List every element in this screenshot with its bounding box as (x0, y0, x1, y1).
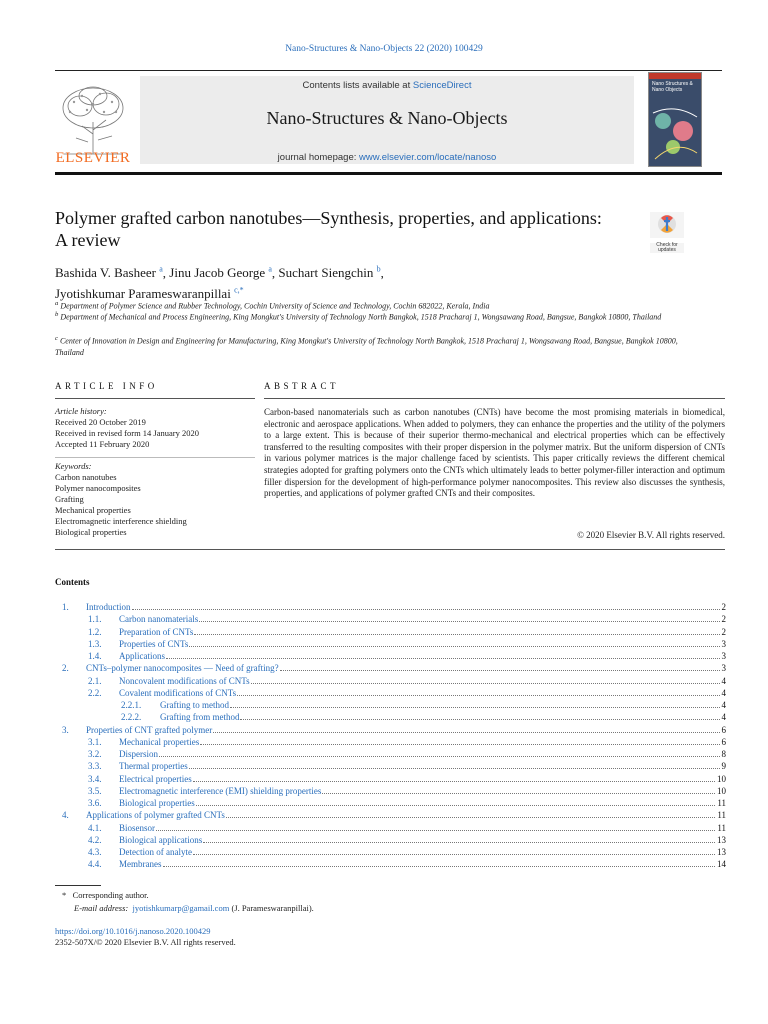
toc-leader-dots (199, 620, 719, 622)
toc-entry-label[interactable]: Dispersion (119, 749, 158, 759)
affiliation-mark: b (376, 265, 381, 274)
toc-entry-label[interactable]: Electromagnetic interference (EMI) shielding properties (119, 785, 322, 796)
author-separator: , (162, 265, 170, 281)
header-bottom-rule (55, 172, 722, 175)
toc-leader-dots (193, 853, 715, 855)
homepage-link[interactable]: www.elsevier.com/locate/nanoso (359, 152, 497, 163)
toc-entry-label[interactable]: Properties of CNTs (119, 638, 189, 649)
toc-leader-dots (132, 608, 720, 610)
toc-entry-number: 2.2.2. (121, 712, 142, 723)
toc-entry[interactable] (88, 626, 726, 638)
abstract-heading: ABSTRACT (264, 381, 340, 391)
cover-title: Nano Structures & Nano Objects (652, 81, 693, 93)
check-for-updates-badge[interactable] (650, 212, 684, 253)
toc-entry-number: 3.4. (88, 773, 102, 784)
abstract-copyright: © 2020 Elsevier B.V. All rights reserved. (577, 530, 725, 540)
toc-leader-dots (159, 755, 720, 757)
toc-entry-label[interactable]: Preparation of CNTs (119, 626, 194, 637)
author-separator: , (271, 265, 279, 281)
contents-heading: Contents (55, 577, 90, 587)
toc-leader-dots (213, 731, 719, 733)
affiliation (55, 309, 695, 323)
toc-entry[interactable] (88, 834, 726, 846)
keyword: Grafting (55, 494, 84, 504)
toc-entry-page: 11 (717, 822, 726, 833)
toc-entry-label[interactable]: Biosensor (119, 822, 155, 833)
toc-entry-number: 3.2. (88, 749, 102, 759)
corresponding-text: Corresponding author. (72, 890, 149, 900)
toc-leader-dots (166, 657, 720, 659)
toc-entry[interactable] (88, 785, 726, 797)
toc-leader-dots (163, 865, 716, 867)
toc-entry-number: 1.3. (88, 638, 102, 649)
affiliation-letter: b (55, 311, 59, 318)
affiliation-letter: a (55, 300, 59, 307)
toc-entry-page: 6 (721, 724, 726, 735)
toc-entry[interactable] (121, 711, 726, 723)
toc-leader-dots (280, 669, 720, 671)
toc-entry-number: 1.1. (88, 614, 102, 625)
toc-entry-page: 9 (721, 761, 726, 772)
toc-entry-number: 4.2. (88, 834, 102, 845)
toc-entry-number: 1.4. (88, 651, 102, 661)
homepage-prefix: journal homepage: (277, 152, 360, 163)
toc-entry[interactable] (88, 613, 726, 625)
toc-entry-number: 2.2. (88, 687, 102, 698)
toc-entry-page: 4 (721, 687, 726, 698)
author-name: Jyotishkumar Parameswaranpillai (55, 285, 231, 301)
toc-entry-label[interactable]: Grafting to method (160, 700, 229, 710)
cover-art (649, 73, 701, 166)
article-title: Polymer grafted carbon nanotubes—Synthesis, properties, and applications: A review (55, 208, 602, 250)
journal-name: Nano-Structures & Nano-Objects (266, 108, 508, 128)
email-link[interactable]: jyotishkumarp@gamail.com (132, 903, 230, 913)
elsevier-wordmark: ELSEVIER (55, 150, 131, 166)
toc-entry-label[interactable]: Carbon nanomaterials (119, 614, 199, 625)
toc-entry-page: 10 (717, 785, 726, 796)
toc-entry-page: 3 (721, 663, 726, 674)
toc-leader-dots (200, 743, 719, 745)
toc-entry-label[interactable]: Applications (119, 651, 165, 661)
corresponding-mark: * (62, 890, 67, 900)
email-owner: (J. Parameswaranpillai). (231, 903, 314, 913)
toc-entry[interactable] (88, 748, 726, 760)
toc-entry[interactable] (88, 760, 726, 772)
author[interactable] (55, 265, 163, 280)
toc-entry-number: 4.4. (88, 859, 102, 870)
toc-entry-label[interactable]: Mechanical properties (119, 736, 200, 747)
toc-entry-label[interactable]: Electrical properties (119, 773, 192, 784)
article-history (55, 406, 255, 450)
keyword: Polymer nanocomposites (55, 483, 141, 493)
author[interactable] (169, 265, 272, 280)
article-info-heading: ARTICLE INFO (55, 381, 158, 391)
keywords-rule (55, 457, 255, 458)
corresponding-author-note (62, 890, 149, 901)
keywords-label: Keywords: (55, 461, 92, 471)
toc-entry-number: 2. (62, 663, 69, 674)
toc-entry-page: 11 (717, 810, 726, 821)
history-label: Article history: (55, 406, 107, 416)
toc-entry-page: 4 (721, 712, 726, 723)
history-item: Accepted 11 February 2020 (55, 439, 150, 449)
toc-entry[interactable] (62, 662, 726, 674)
front-matter-bottom-rule (55, 549, 725, 550)
toc-entry[interactable] (62, 809, 726, 821)
toc-entry-page: 8 (721, 749, 726, 759)
toc-leader-dots (203, 841, 715, 843)
author[interactable] (278, 265, 380, 280)
issn-copyright: 2352-507X/© 2020 Elsevier B.V. All rights reserved. (55, 937, 236, 947)
toc-entry-label[interactable]: Covalent modifications of CNTs (119, 687, 237, 698)
keyword: Electromagnetic interference shielding (55, 516, 187, 526)
toc-leader-dots (251, 682, 720, 684)
toc-entry-number: 4.3. (88, 847, 102, 857)
toc-entry-number: 3. (62, 724, 69, 735)
affiliation (55, 333, 695, 358)
toc-entry-number: 4.1. (88, 822, 102, 833)
toc-entry-number: 2.1. (88, 675, 102, 686)
author-separator: , (380, 265, 384, 281)
toc-entry-page: 13 (717, 834, 726, 845)
toc-leader-dots (237, 694, 719, 696)
toc-leader-dots (322, 792, 715, 794)
toc-entry-label[interactable]: Properties of CNT grafted polymer (86, 724, 213, 735)
toc-entry-label[interactable]: Applications of polymer grafted CNTs (86, 810, 225, 821)
toc-entry[interactable] (88, 675, 726, 687)
toc-entry-page: 2 (721, 614, 726, 625)
toc-entry[interactable] (88, 687, 726, 699)
toc-entry[interactable] (88, 858, 726, 870)
history-item: Received 20 October 2019 (55, 417, 146, 427)
affiliation-mark: a (159, 265, 163, 274)
abstract-rule (264, 398, 725, 399)
affiliation-text: Department of Mechanical and Process Engineering, King Mongkut's University of Technology North Bangkok, 1518 Pracharaj 1, Wongsawang Road, Bangsue, Bangkok 10800, Thailand (60, 312, 662, 322)
journal-citation[interactable]: Nano-Structures & Nano-Objects 22 (2020) 100429 (285, 44, 483, 54)
toc-entry-page: 3 (721, 651, 726, 661)
toc-entry-label[interactable]: Detection of analyte (119, 847, 192, 857)
toc-entry-number: 3.1. (88, 736, 102, 747)
toc-entry-label[interactable]: Biological properties (119, 798, 195, 808)
toc-entry-label[interactable]: Biological applications (119, 834, 203, 845)
toc-entry-page: 10 (717, 773, 726, 784)
toc-leader-dots (156, 829, 715, 831)
journal-homepage (140, 152, 634, 163)
author-name: Bashida V. Basheer (55, 265, 156, 281)
toc-leader-dots (226, 816, 715, 818)
author-name: Jinu Jacob George (169, 265, 266, 281)
toc-leader-dots (194, 633, 719, 635)
keyword: Carbon nanotubes (55, 472, 117, 482)
toc-leader-dots (240, 718, 719, 720)
doi-link[interactable]: https://doi.org/10.1016/j.nanoso.2020.100429 (55, 926, 211, 936)
article-info-rule (55, 398, 255, 399)
crossmark-icon (650, 212, 684, 238)
toc-entry-label[interactable]: Noncovalent modifications of CNTs (119, 675, 250, 686)
toc-entry-page: 3 (721, 638, 726, 649)
keywords-block (55, 461, 255, 538)
toc-leader-dots (193, 780, 715, 782)
affiliation-letter: c (55, 335, 58, 342)
keyword: Mechanical properties (55, 505, 131, 515)
toc-entry-page: 13 (717, 847, 726, 857)
toc-leader-dots (230, 706, 720, 708)
affiliation-text: Center of Innovation in Design and Engineering for Manufacturing, King Mongkut's University of Technology North Bangkok, 1518 Pracharaj 1, Wongsawang Road, Bangsue, Bangkok 10800, Thailand (55, 336, 678, 357)
toc-entry-page: 2 (721, 602, 726, 612)
toc-entry-number: 3.3. (88, 761, 102, 772)
email-label: E-mail address: (74, 903, 129, 913)
history-item: Received in revised form 14 January 2020 (55, 428, 199, 438)
toc-entry-page: 4 (721, 700, 726, 710)
toc-entry[interactable] (88, 650, 726, 662)
toc-entry[interactable] (62, 724, 726, 736)
toc-entry-label[interactable]: Introduction (86, 602, 131, 612)
toc-leader-dots (189, 767, 720, 769)
toc-entry[interactable] (121, 699, 726, 711)
toc-entry-number: 1.2. (88, 626, 102, 637)
toc-entry-number: 2.2.1. (121, 700, 142, 710)
toc-entry-number: 3.6. (88, 798, 102, 808)
journal-cover-image (648, 72, 702, 167)
toc-entry-label[interactable]: Grafting from method (160, 712, 240, 723)
abstract-body: Carbon-based nanomaterials such as carbon nanotubes (CNTs) have become the most promising materials in biomedical, electronic and aerospace applications. When added to polymers, they can enhance the properties and the utility of the polymers to a large extent. This is because of their superior thermo-mechanical and electrical properties which can be effectively transferred to the resulting composites with their proper dispersion in the polymer matrix. But the uniform dispersion of CNTs in various polymer matrices is the major challenge faced by scientists. This paper critically reviews the different chemical strategies adopted for grafting polymers onto the CNTs which ultimately leads to better polymer-filler interaction and optimum filler dispersion for the development of high-performance polymer nanocomposites. This review also discusses the synthesis, properties, and applications of polymer grafted CNTs and their composites. (264, 407, 725, 499)
toc-entry-page: 2 (721, 626, 726, 637)
toc-entry[interactable] (88, 736, 726, 748)
toc-entry[interactable] (88, 846, 726, 858)
toc-entry[interactable] (62, 601, 726, 613)
toc-entry[interactable] (88, 773, 726, 785)
toc-entry-number: 3.5. (88, 785, 102, 796)
author-name: Suchart Siengchin (278, 265, 374, 281)
contents-available (140, 80, 634, 91)
toc-entry-label[interactable]: Membranes (119, 859, 162, 870)
toc-entry-page: 4 (721, 675, 726, 686)
header-top-rule (55, 70, 722, 71)
affiliation-mark: c,* (234, 285, 244, 295)
crossmark-label: Check for updates (650, 243, 684, 253)
toc-entry-page: 11 (717, 798, 726, 808)
toc-entry-label[interactable]: CNTs–polymer nanocomposites — Need of grafting? (86, 663, 279, 674)
toc-entry[interactable] (88, 822, 726, 834)
footnote-rule (55, 885, 101, 886)
toc-entry[interactable] (88, 797, 726, 809)
author-list (55, 261, 655, 302)
affiliation-mark: a (268, 265, 272, 274)
toc-leader-dots (196, 804, 716, 806)
keyword: Biological properties (55, 527, 127, 537)
toc-entry-number: 1. (62, 602, 69, 612)
toc-entry-page: 6 (721, 736, 726, 747)
toc-entry-number: 4. (62, 810, 69, 821)
toc-entry-label[interactable]: Thermal properties (119, 761, 188, 772)
sciencedirect-link[interactable]: ScienceDirect (412, 80, 472, 91)
toc-entry-page: 14 (717, 859, 726, 870)
email-note (74, 903, 314, 914)
affiliation-text: Department of Polymer Science and Rubber Technology, Cochin University of Science and Technology, Cochin 682022, Kerala, India (60, 301, 490, 311)
toc-leader-dots (189, 645, 719, 647)
contents-prefix: Contents lists available at (302, 80, 413, 91)
toc-entry[interactable] (88, 638, 726, 650)
